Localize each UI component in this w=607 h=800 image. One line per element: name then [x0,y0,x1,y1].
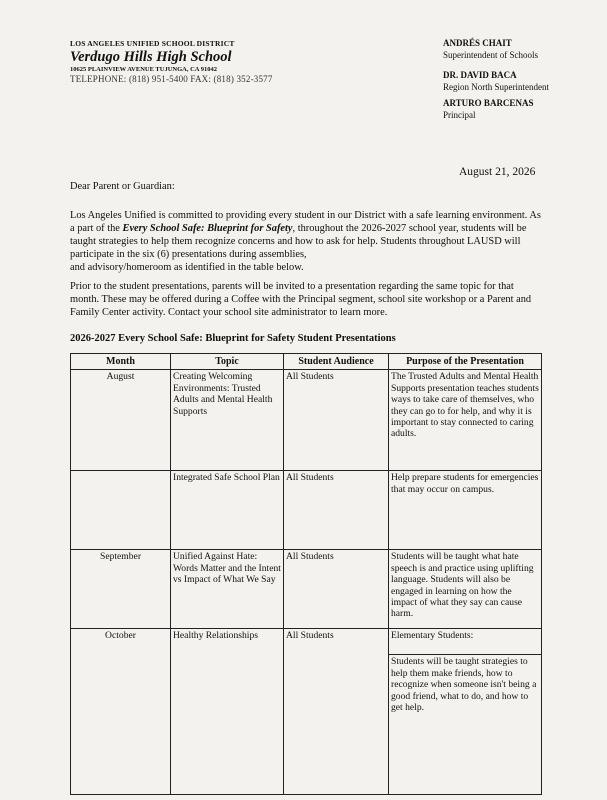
school-address: 10625 PLAINVIEW AVENUE TUJUNGA, CA 91042 [70,66,217,73]
official-principal [443,98,603,121]
intro-text-last-line: and advisory/homeroom as identified in the table below. [70,262,304,273]
table-row [71,370,542,471]
table-title: 2026-2027 Every School Safe: Blueprint for Safety Student Presentations [70,333,396,344]
cell-audience: All Students [284,370,389,471]
program-name: Every School Safe: Blueprint for Safety [122,223,293,234]
cell-purpose: Students will be taught what hate speech is and practice using uplifting language. Students will also be engaged in learning on how the impact of what they say can cause harm. [389,550,542,629]
cell-topic: Integrated Safe School Plan [171,471,284,550]
cell-purpose: Elementary Students: [389,629,542,655]
cell-audience: All Students [284,629,389,795]
cell-purpose: Help prepare students for emergencies that may occur on campus. [389,471,542,550]
official-title: Region North Superintendent [443,81,549,92]
school-phone: TELEPHONE: (818) 951-5400 FAX: (818) 352-3577 [70,74,273,84]
official-name: ANDRÉS CHAIT [443,38,512,48]
cell-month: October [71,629,171,795]
district-name: LOS ANGELES UNIFIED SCHOOL DISTRICT [70,39,235,48]
official-title: Principal [443,109,476,120]
official-name: ARTURO BARCENAS [443,98,534,108]
cell-purpose: Students will be taught strategies to help them make friends, how to recognize when someone isn't being a good friend, what to do, and how to get help. [389,655,542,795]
cell-audience: All Students [284,471,389,550]
cell-month: August [71,370,171,471]
salutation: Dear Parent or Guardian: [70,181,175,192]
official-superintendent [443,38,603,61]
cell-month [71,471,171,550]
official-region-superintendent [443,70,603,93]
cell-topic: Healthy Relationships [171,629,284,795]
cell-topic: Unified Against Hate: Words Matter and the Intent vs Impact of What We Say [171,550,284,629]
cell-topic: Creating Welcoming Environments: Trusted Adults and Mental Health Supports [171,370,284,471]
letter-date: August 21, 2026 [459,166,536,178]
school-name: Verdugo Hills High School [70,49,232,65]
column-header-audience: Student Audience [284,354,389,370]
table-header-row [71,354,542,370]
cell-audience: All Students [284,550,389,629]
table-row [71,629,542,655]
intro-paragraph [70,209,545,274]
intro-text-end: , throughout the 2026-2027 school year, students will be taught strategies to help them recognize concerns and how to ask for help. Students throughout LAUSD will participate in the six (6) presentations during assemblies, [70,223,527,260]
intro-text-start: Los Angeles Unified is committed to providing every student in our District with a safe learning environment. As a part of the [70,210,541,234]
table-row [71,550,542,629]
parent-paragraph: Prior to the student presentations, parents will be invited to a presentation regarding the same topic for that month. These may be offered during a Coffee with the Principal segment, school site workshop or a Parent and Family Center activity. Contact your school site administrator to learn more. [70,281,532,318]
cell-purpose: The Trusted Adults and Mental Health Supports presentation teaches students ways to take care of themselves, who they can go to for help, and why it is important to stay connected to caring adults. [389,370,542,471]
official-title: Superintendent of Schools [443,49,538,60]
column-header-topic: Topic [171,354,284,370]
presentations-table [70,353,542,795]
cell-month: September [71,550,171,629]
column-header-month: Month [71,354,171,370]
official-name: DR. DAVID BACA [443,70,517,80]
column-header-purpose: Purpose of the Presentation [389,354,542,370]
table-row [71,471,542,550]
